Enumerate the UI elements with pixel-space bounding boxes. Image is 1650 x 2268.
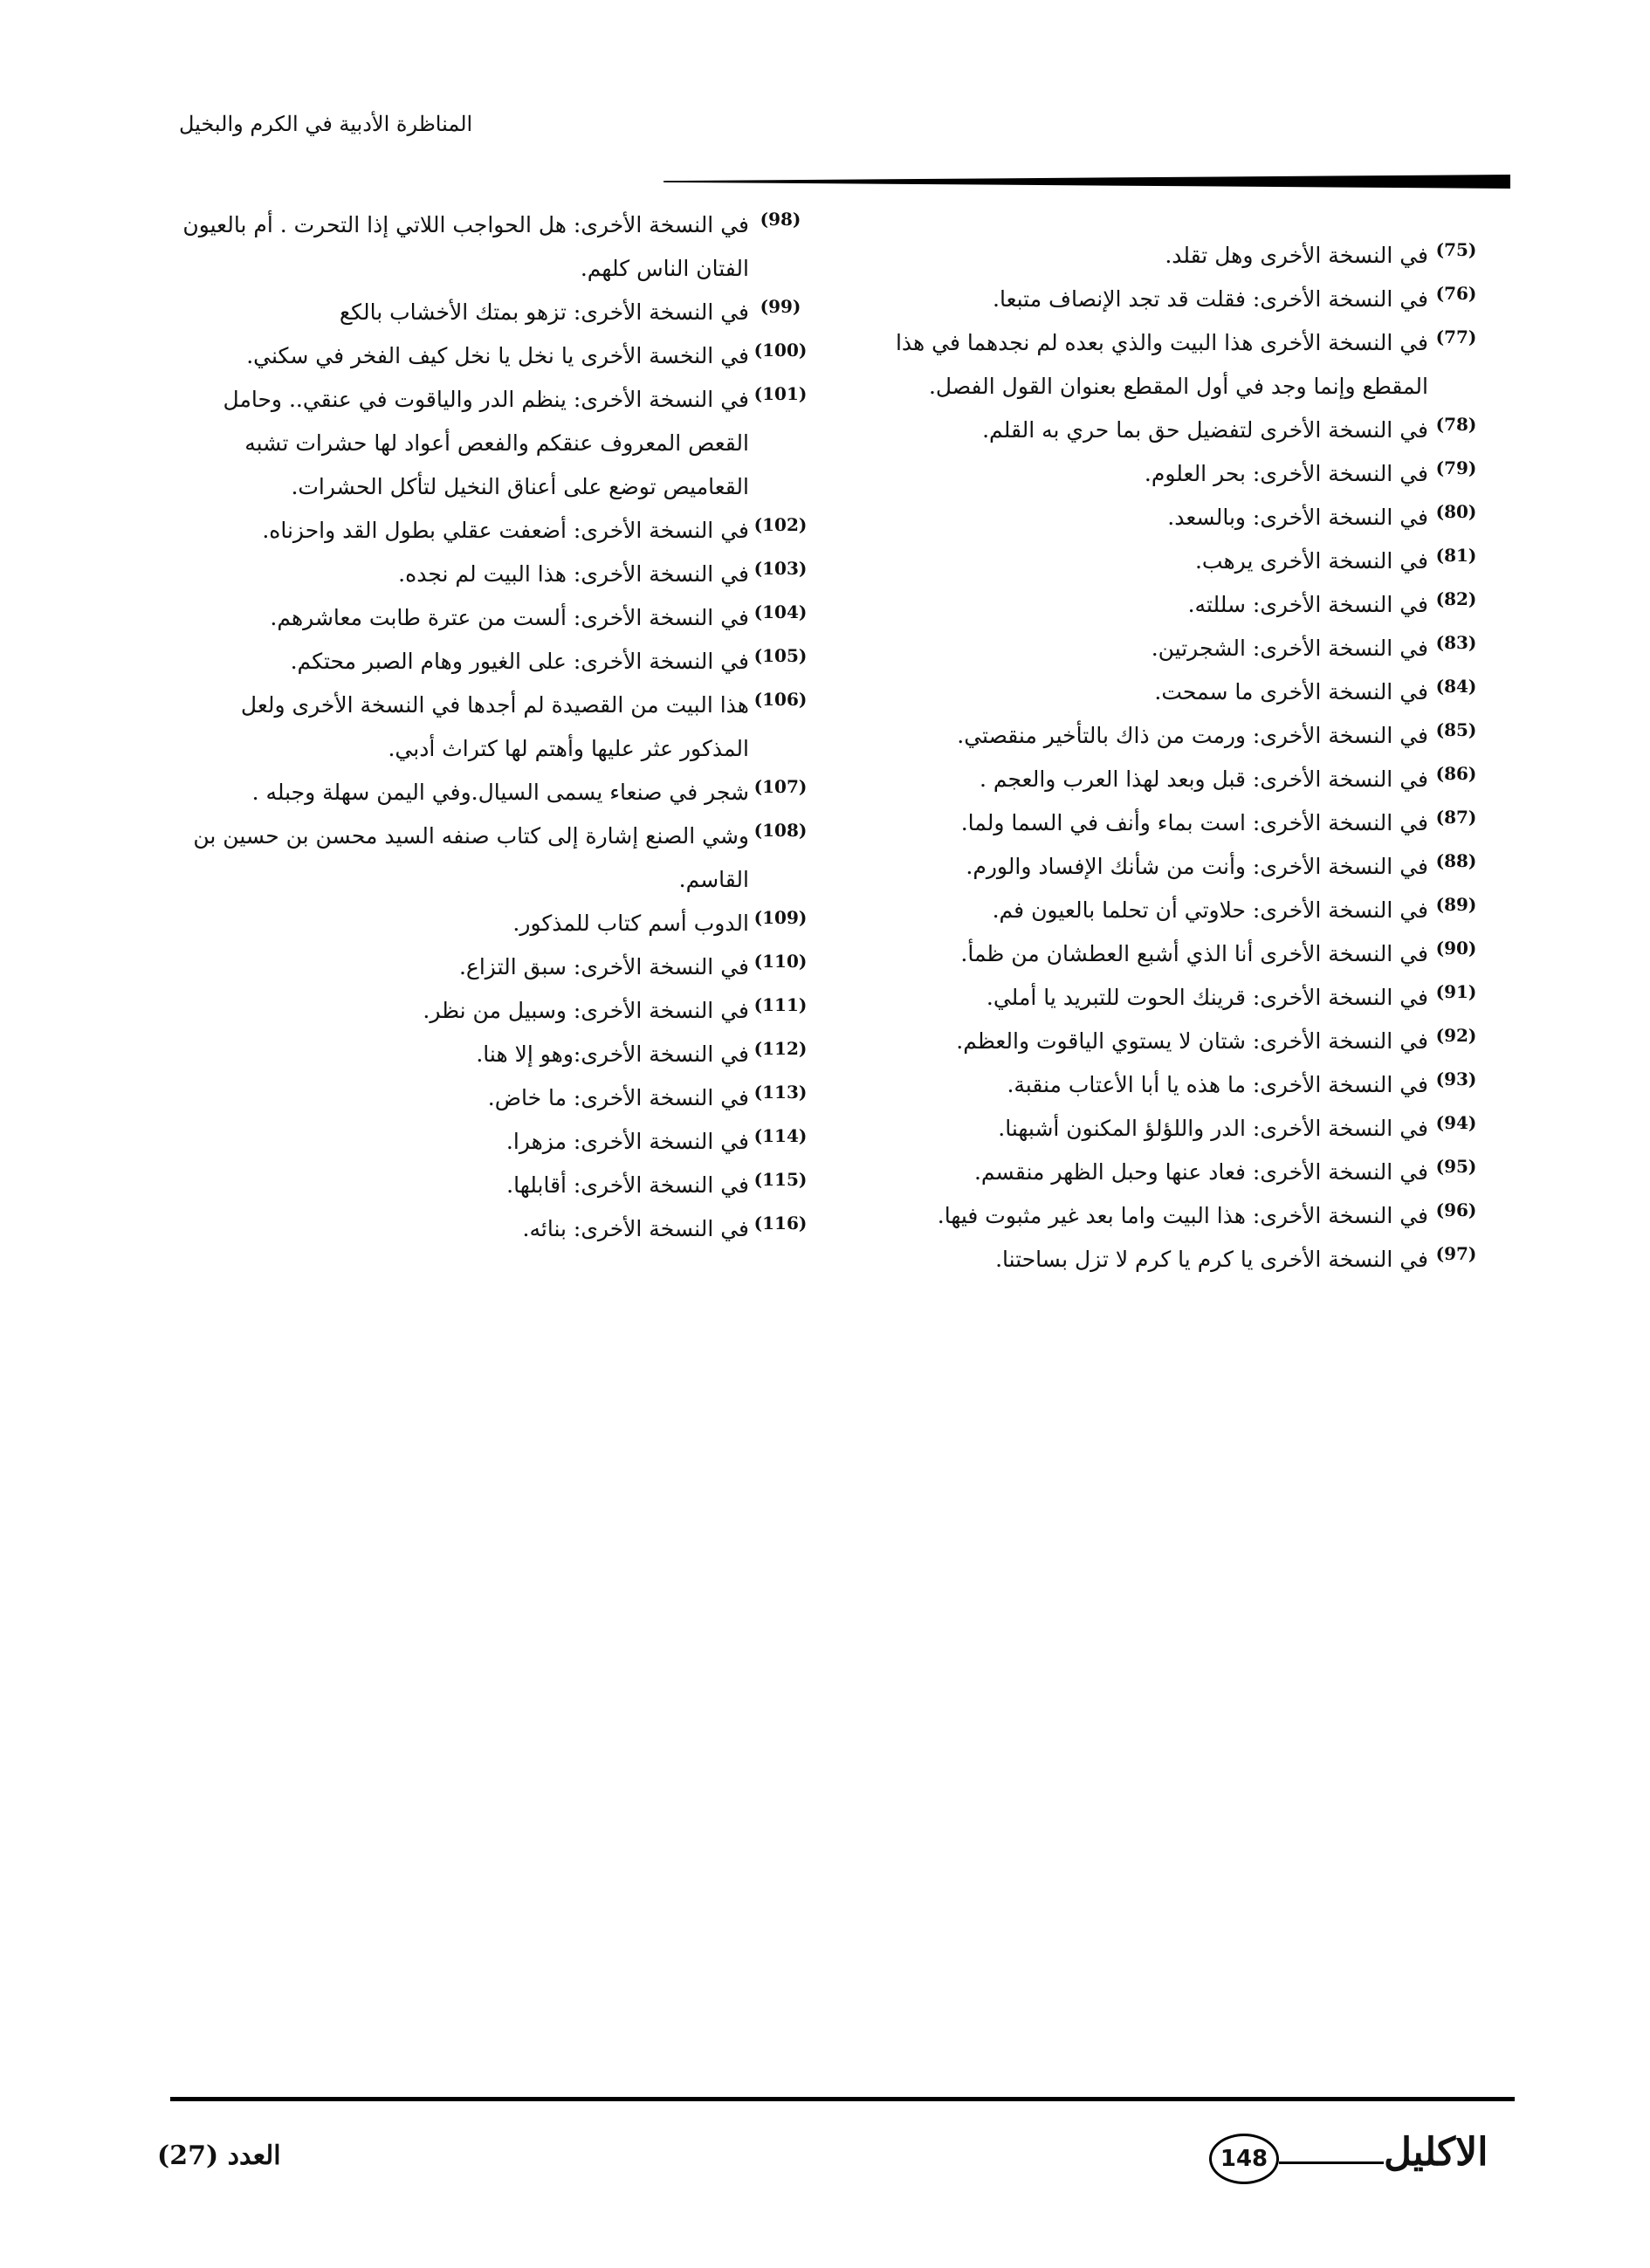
footnote-item bbox=[873, 801, 1484, 845]
notes-column-right bbox=[873, 234, 1484, 1282]
footnote-text: في النسخة الأخرى: وأنت من شأنك الإفساد والورم. bbox=[966, 854, 1428, 879]
footnote-item bbox=[873, 889, 1484, 932]
footnote-number: (114) bbox=[753, 1125, 808, 1146]
footnote-item bbox=[873, 278, 1484, 321]
footnote-text: في النسخة الأخرى: قبل وبعد لهذا العرب والعجم . bbox=[980, 766, 1428, 792]
footnote-text: في النسخة الأخرى هذا البيت والذي بعده لم نجدهما في هذا المقطع وإنما وجد في أول المقطع بعنوان القول الفصل. bbox=[895, 330, 1428, 399]
footnote-item bbox=[873, 714, 1484, 758]
footnote-item bbox=[873, 1107, 1484, 1151]
footnote-number: (81) bbox=[1435, 545, 1477, 566]
footnote-text: في النسخة الأخرى: شتان لا يستوي الياقوت والعظم. bbox=[956, 1028, 1428, 1054]
footnote-item bbox=[175, 509, 812, 553]
footnote-number: (77) bbox=[1435, 326, 1477, 347]
footnote-text: في النسخة الأخرى: حلاوتي أن تحلما بالعيون فم. bbox=[992, 897, 1428, 923]
footnote-item bbox=[175, 1207, 812, 1251]
footnote-number: (94) bbox=[1435, 1112, 1477, 1133]
footnote-number: (116) bbox=[753, 1213, 808, 1234]
footnote-number: (91) bbox=[1435, 981, 1477, 1002]
footnote-number: (96) bbox=[1435, 1199, 1477, 1220]
footnote-item bbox=[175, 771, 812, 814]
footnote-item bbox=[873, 1020, 1484, 1063]
footnote-number: (89) bbox=[1435, 894, 1477, 915]
footnote-number: (92) bbox=[1435, 1025, 1477, 1046]
footnote-number: (108) bbox=[753, 820, 808, 841]
footnote-text: في النسخة الأخرى: الدر واللؤلؤ المكنون أشبهنا. bbox=[998, 1116, 1428, 1141]
footnote-number: (75) bbox=[1435, 239, 1477, 260]
footnote-text: في النسخة الأخرى: ينظم الدر والياقوت في عنقي.. وحامل القعص المعروف عنقكم والفعص أعواد لها حشرات تشبه القعاميص توضع على أعناق النخيل لتأكل الحشرات. bbox=[223, 387, 749, 499]
footnote-item bbox=[873, 409, 1484, 452]
footnote-item bbox=[873, 1238, 1484, 1282]
footnote-text: في النسخة الأخرى: سبق التزاع. bbox=[458, 954, 749, 979]
footnote-number: (79) bbox=[1435, 457, 1477, 478]
footnote-text: في النسخة الأخرى: فعاد عنها وحبل الظهر منقسم. bbox=[973, 1159, 1428, 1185]
footnote-number: (109) bbox=[753, 907, 808, 928]
footnote-text: في النسخة الأخرى: تزهو بمتك الأخشاب بالكع bbox=[339, 299, 749, 325]
footnote-number: (99) bbox=[760, 296, 801, 317]
footnote-item bbox=[873, 496, 1484, 540]
footnote-text: في النخسة الأخرى يا نخل يا نخل كيف الفخر في سكني. bbox=[246, 343, 749, 368]
issue-label: العدد (27) bbox=[157, 2141, 281, 2171]
footnote-number: (90) bbox=[1435, 938, 1477, 959]
footnote-text: في النسخة الأخرى: هل الحواجب اللاتي إذا التحرت . أم بالعيون الفتان الناس كلهم. bbox=[182, 212, 749, 281]
footnote-item bbox=[873, 321, 1484, 409]
footnote-number: (107) bbox=[753, 776, 808, 797]
footnote-text: في النسخة الأخرى: بنائه. bbox=[522, 1216, 749, 1241]
footnote-text: في النسخة الأخرى: أقابلها. bbox=[506, 1172, 749, 1198]
footnote-text: في النسخة الأخرى: على الغيور وهام الصبر محتكم. bbox=[290, 649, 749, 674]
footnote-item bbox=[873, 845, 1484, 889]
footnote-text: في النسخة الأخرى لتفضيل حق بما حري به القلم. bbox=[982, 417, 1428, 443]
footnote-text: في النسخة الأخرى:وهو إلا هنا. bbox=[476, 1041, 749, 1067]
running-header: المناظرة الأدبية في الكرم والبخيل bbox=[179, 112, 473, 136]
footnote-text: في النسخة الأخرى: وسبيل من نظر. bbox=[423, 998, 749, 1023]
footnote-number: (82) bbox=[1435, 588, 1477, 609]
footnote-number: (88) bbox=[1435, 850, 1477, 871]
footnote-item bbox=[175, 203, 812, 291]
footnote-item bbox=[873, 1063, 1484, 1107]
footnote-text: في النسخة الأخرى: فقلت قد تجد الإنصاف متبعا. bbox=[993, 286, 1428, 312]
footnote-text: في النسخة الأخرى: ورمت من ذاك بالتأخير منقصتي. bbox=[957, 723, 1428, 748]
footnote-text: في النسخة الأخرى أنا الذي أشبع العطشان من ظمأ. bbox=[960, 941, 1428, 966]
footnote-number: (102) bbox=[753, 514, 808, 535]
footnote-number: (97) bbox=[1435, 1243, 1477, 1264]
footnote-text: في النسخة الأخرى: وبالسعد. bbox=[1167, 505, 1428, 530]
footnote-text: في النسخة الأخرى: مزهرا. bbox=[505, 1129, 749, 1154]
footnote-item bbox=[175, 1076, 812, 1120]
footer-rule bbox=[170, 2097, 1515, 2101]
footnote-item bbox=[175, 291, 812, 334]
page-footer bbox=[0, 2130, 1650, 2200]
footnote-number: (98) bbox=[760, 209, 801, 230]
footnote-text: في النسخة الأخرى: الشجرتين. bbox=[1151, 636, 1428, 661]
footnote-text: في النسخة الأخرى وهل تقلد. bbox=[1165, 243, 1428, 268]
footnote-number: (84) bbox=[1435, 676, 1477, 697]
footnote-text: في النسخة الأخرى: ألست من عترة طابت معاشرهم. bbox=[270, 605, 749, 630]
footnote-item bbox=[873, 932, 1484, 976]
footnote-item bbox=[175, 1033, 812, 1076]
footnote-text: في النسخة الأخرى ما سمحت. bbox=[1154, 679, 1428, 704]
footnote-text: شجر في صنعاء يسمى السيال.وفي اليمن سهلة وجبله . bbox=[251, 780, 749, 805]
footnote-item bbox=[873, 627, 1484, 670]
footnote-number: (80) bbox=[1435, 501, 1477, 522]
footnote-text: الدوب أسم كتاب للمذكور. bbox=[512, 911, 749, 936]
footnote-item bbox=[175, 378, 812, 509]
footnote-number: (85) bbox=[1435, 719, 1477, 740]
footnote-item bbox=[175, 989, 812, 1033]
footnote-number: (78) bbox=[1435, 414, 1477, 435]
footnote-text: في النسخة الأخرى: هذا البيت لم نجده. bbox=[398, 561, 749, 587]
footnote-text: في النسخة الأخرى: أضعفت عقلي بطول القد واحزناه. bbox=[262, 518, 749, 543]
footnote-number: (106) bbox=[753, 689, 808, 710]
footnote-item bbox=[175, 553, 812, 596]
footnote-item bbox=[873, 976, 1484, 1020]
footnote-number: (86) bbox=[1435, 763, 1477, 784]
footer-decor-line bbox=[1279, 2161, 1384, 2164]
notes-column-left bbox=[175, 203, 812, 1251]
footnote-number: (113) bbox=[753, 1082, 808, 1103]
footnote-text: في النسخة الأخرى يا كرم يا كرم لا تزل بساحتنا. bbox=[995, 1247, 1428, 1272]
footnote-item bbox=[873, 540, 1484, 583]
footnote-number: (76) bbox=[1435, 283, 1477, 304]
footnote-number: (104) bbox=[753, 601, 808, 622]
header-rule bbox=[663, 175, 1510, 189]
footnote-item bbox=[873, 234, 1484, 278]
footnote-item bbox=[175, 1120, 812, 1164]
footnote-number: (111) bbox=[753, 994, 808, 1015]
footnote-text: في النسخة الأخرى: بحر العلوم. bbox=[1144, 461, 1428, 486]
footnote-text: في النسخة الأخرى: قرينك الحوت للتبريد يا أملي. bbox=[986, 985, 1428, 1010]
footnote-number: (95) bbox=[1435, 1156, 1477, 1177]
footnote-number: (93) bbox=[1435, 1069, 1477, 1089]
footnote-item bbox=[873, 583, 1484, 627]
page-number: 148 bbox=[1209, 2134, 1279, 2184]
footnote-number: (87) bbox=[1435, 807, 1477, 828]
footnote-item bbox=[175, 945, 812, 989]
footnote-item bbox=[175, 814, 812, 902]
footnote-number: (100) bbox=[753, 340, 808, 361]
footnote-item bbox=[175, 684, 812, 771]
footnote-item bbox=[175, 1164, 812, 1207]
footnote-text: في النسخة الأخرى: است بماء وأنف في السما ولما. bbox=[960, 810, 1428, 835]
footnote-number: (115) bbox=[753, 1169, 808, 1190]
footnote-number: (105) bbox=[753, 645, 808, 666]
footnote-text: في النسخة الأخرى: هذا البيت واما بعد غير مثبوت فيها. bbox=[937, 1203, 1428, 1228]
footnote-item bbox=[873, 1151, 1484, 1194]
footnote-item bbox=[873, 452, 1484, 496]
footnote-text: هذا البيت من القصيدة لم أجدها في النسخة الأخرى ولعل المذكور عثر عليها وأهتم لها كتراث أدبي. bbox=[240, 692, 749, 761]
footnote-number: (101) bbox=[753, 383, 808, 404]
footnote-text: وشي الصنع إشارة إلى كتاب صنفه السيد محسن بن حسين بن القاسم. bbox=[193, 823, 749, 892]
footnote-item bbox=[873, 758, 1484, 801]
footnote-text: في النسخة الأخرى: ما خاض. bbox=[487, 1085, 749, 1110]
footnote-number: (83) bbox=[1435, 632, 1477, 653]
footnote-number: (103) bbox=[753, 558, 808, 579]
footnote-number: (112) bbox=[753, 1038, 808, 1059]
footnote-item bbox=[175, 596, 812, 640]
footnote-item bbox=[873, 670, 1484, 714]
footnote-item bbox=[175, 902, 812, 945]
footnote-item bbox=[175, 640, 812, 684]
footnote-text: في النسخة الأخرى: ما هذه يا أبا الأعتاب منقبة. bbox=[1007, 1072, 1428, 1097]
journal-name: الاكليل bbox=[1384, 2130, 1488, 2175]
footnote-text: في النسخة الأخرى: سللته. bbox=[1187, 592, 1428, 617]
footnote-item bbox=[175, 334, 812, 378]
footnote-item bbox=[873, 1194, 1484, 1238]
footnote-number: (110) bbox=[753, 951, 808, 972]
footnote-text: في النسخة الأخرى يرهب. bbox=[1194, 548, 1428, 574]
